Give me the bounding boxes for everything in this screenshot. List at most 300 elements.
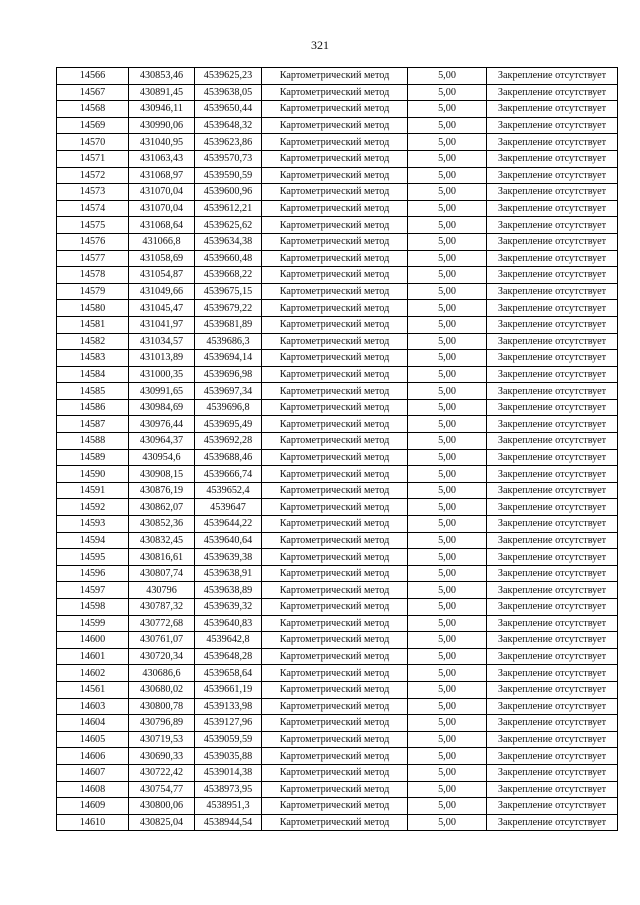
- y-coordinate-cell: 4539688,46: [195, 449, 262, 466]
- x-coordinate-cell: 431070,04: [129, 184, 195, 201]
- method-cell: Картометрический метод: [262, 516, 408, 533]
- x-coordinate-cell: 430772,68: [129, 615, 195, 632]
- method-cell: Картометрический метод: [262, 283, 408, 300]
- point-number-cell: 14604: [57, 715, 129, 732]
- point-number-cell: 14603: [57, 698, 129, 715]
- point-number-cell: 14584: [57, 366, 129, 383]
- fixation-cell: Закрепление отсутствует: [487, 101, 618, 118]
- point-number-cell: 14578: [57, 267, 129, 284]
- fixation-cell: Закрепление отсутствует: [487, 731, 618, 748]
- table-row: [57, 267, 618, 284]
- x-coordinate-cell: 431045,47: [129, 300, 195, 317]
- table-row: [57, 549, 618, 566]
- point-number-cell: 14561: [57, 681, 129, 698]
- point-number-cell: 14601: [57, 648, 129, 665]
- y-coordinate-cell: 4539660,48: [195, 250, 262, 267]
- table-row: [57, 200, 618, 217]
- error-cell: 5,00: [408, 499, 487, 516]
- table-row: [57, 350, 618, 367]
- table-row: [57, 84, 618, 101]
- point-number-cell: 14579: [57, 283, 129, 300]
- method-cell: Картометрический метод: [262, 267, 408, 284]
- point-number-cell: 14600: [57, 632, 129, 649]
- point-number-cell: 14577: [57, 250, 129, 267]
- error-cell: 5,00: [408, 333, 487, 350]
- y-coordinate-cell: 4539640,64: [195, 532, 262, 549]
- point-number-cell: 14567: [57, 84, 129, 101]
- fixation-cell: Закрепление отсутствует: [487, 267, 618, 284]
- x-coordinate-cell: 431049,66: [129, 283, 195, 300]
- error-cell: 5,00: [408, 798, 487, 815]
- method-cell: Картометрический метод: [262, 84, 408, 101]
- x-coordinate-cell: 430990,06: [129, 117, 195, 134]
- fixation-cell: Закрепление отсутствует: [487, 482, 618, 499]
- x-coordinate-cell: 430800,06: [129, 798, 195, 815]
- fixation-cell: Закрепление отсутствует: [487, 681, 618, 698]
- y-coordinate-cell: 4539570,73: [195, 150, 262, 167]
- method-cell: Картометрический метод: [262, 167, 408, 184]
- point-number-cell: 14590: [57, 466, 129, 483]
- fixation-cell: Закрепление отсутствует: [487, 300, 618, 317]
- point-number-cell: 14606: [57, 748, 129, 765]
- table-row: [57, 68, 618, 85]
- x-coordinate-cell: 430954,6: [129, 449, 195, 466]
- y-coordinate-cell: 4539638,91: [195, 565, 262, 582]
- coordinates-table-body: [57, 68, 618, 831]
- fixation-cell: Закрепление отсутствует: [487, 748, 618, 765]
- fixation-cell: Закрепление отсутствует: [487, 615, 618, 632]
- fixation-cell: Закрепление отсутствует: [487, 814, 618, 831]
- table-row: [57, 731, 618, 748]
- error-cell: 5,00: [408, 316, 487, 333]
- error-cell: 5,00: [408, 366, 487, 383]
- table-row: [57, 316, 618, 333]
- error-cell: 5,00: [408, 184, 487, 201]
- x-coordinate-cell: 430807,74: [129, 565, 195, 582]
- y-coordinate-cell: 4539696,8: [195, 399, 262, 416]
- y-coordinate-cell: 4539600,96: [195, 184, 262, 201]
- point-number-cell: 14591: [57, 482, 129, 499]
- table-row: [57, 781, 618, 798]
- fixation-cell: Закрепление отсутствует: [487, 84, 618, 101]
- error-cell: 5,00: [408, 715, 487, 732]
- method-cell: Картометрический метод: [262, 549, 408, 566]
- method-cell: Картометрический метод: [262, 333, 408, 350]
- table-row: [57, 798, 618, 815]
- point-number-cell: 14608: [57, 781, 129, 798]
- fixation-cell: Закрепление отсутствует: [487, 68, 618, 85]
- fixation-cell: Закрепление отсутствует: [487, 399, 618, 416]
- y-coordinate-cell: 4538951,3: [195, 798, 262, 815]
- fixation-cell: Закрепление отсутствует: [487, 250, 618, 267]
- y-coordinate-cell: 4539642,8: [195, 632, 262, 649]
- fixation-cell: Закрепление отсутствует: [487, 184, 618, 201]
- x-coordinate-cell: 430991,65: [129, 383, 195, 400]
- fixation-cell: Закрепление отсутствует: [487, 416, 618, 433]
- y-coordinate-cell: 4539681,89: [195, 316, 262, 333]
- method-cell: Картометрический метод: [262, 350, 408, 367]
- point-number-cell: 14596: [57, 565, 129, 582]
- x-coordinate-cell: 431054,87: [129, 267, 195, 284]
- y-coordinate-cell: 4539638,89: [195, 582, 262, 599]
- fixation-cell: Закрепление отсутствует: [487, 781, 618, 798]
- fixation-cell: Закрепление отсутствует: [487, 433, 618, 450]
- x-coordinate-cell: 430754,77: [129, 781, 195, 798]
- method-cell: Картометрический метод: [262, 466, 408, 483]
- error-cell: 5,00: [408, 698, 487, 715]
- error-cell: 5,00: [408, 814, 487, 831]
- y-coordinate-cell: 4539634,38: [195, 233, 262, 250]
- x-coordinate-cell: 430796,89: [129, 715, 195, 732]
- point-number-cell: 14576: [57, 233, 129, 250]
- error-cell: 5,00: [408, 582, 487, 599]
- table-row: [57, 449, 618, 466]
- x-coordinate-cell: 430800,78: [129, 698, 195, 715]
- method-cell: Картометрический метод: [262, 499, 408, 516]
- table-row: [57, 599, 618, 616]
- point-number-cell: 14610: [57, 814, 129, 831]
- y-coordinate-cell: 4539612,21: [195, 200, 262, 217]
- fixation-cell: Закрепление отсутствует: [487, 665, 618, 682]
- method-cell: Картометрический метод: [262, 764, 408, 781]
- error-cell: 5,00: [408, 731, 487, 748]
- y-coordinate-cell: 4539696,98: [195, 366, 262, 383]
- error-cell: 5,00: [408, 748, 487, 765]
- method-cell: Картометрический метод: [262, 233, 408, 250]
- point-number-cell: 14609: [57, 798, 129, 815]
- table-row: [57, 333, 618, 350]
- error-cell: 5,00: [408, 599, 487, 616]
- x-coordinate-cell: 430825,04: [129, 814, 195, 831]
- method-cell: Картометрический метод: [262, 681, 408, 698]
- x-coordinate-cell: 430976,44: [129, 416, 195, 433]
- error-cell: 5,00: [408, 764, 487, 781]
- error-cell: 5,00: [408, 416, 487, 433]
- method-cell: Картометрический метод: [262, 383, 408, 400]
- fixation-cell: Закрепление отсутствует: [487, 150, 618, 167]
- y-coordinate-cell: 4539059,59: [195, 731, 262, 748]
- y-coordinate-cell: 4539692,28: [195, 433, 262, 450]
- error-cell: 5,00: [408, 665, 487, 682]
- point-number-cell: 14574: [57, 200, 129, 217]
- x-coordinate-cell: 431034,57: [129, 333, 195, 350]
- x-coordinate-cell: 431063,43: [129, 150, 195, 167]
- point-number-cell: 14585: [57, 383, 129, 400]
- method-cell: Картометрический метод: [262, 117, 408, 134]
- fixation-cell: Закрепление отсутствует: [487, 233, 618, 250]
- fixation-cell: Закрепление отсутствует: [487, 516, 618, 533]
- y-coordinate-cell: 4539035,88: [195, 748, 262, 765]
- table-row: [57, 648, 618, 665]
- table-row: [57, 632, 618, 649]
- fixation-cell: Закрепление отсутствует: [487, 217, 618, 234]
- method-cell: Картометрический метод: [262, 449, 408, 466]
- point-number-cell: 14598: [57, 599, 129, 616]
- method-cell: Картометрический метод: [262, 68, 408, 85]
- point-number-cell: 14573: [57, 184, 129, 201]
- error-cell: 5,00: [408, 200, 487, 217]
- error-cell: 5,00: [408, 167, 487, 184]
- error-cell: 5,00: [408, 549, 487, 566]
- error-cell: 5,00: [408, 150, 487, 167]
- method-cell: Картометрический метод: [262, 814, 408, 831]
- method-cell: Картометрический метод: [262, 433, 408, 450]
- method-cell: Картометрический метод: [262, 748, 408, 765]
- method-cell: Картометрический метод: [262, 184, 408, 201]
- y-coordinate-cell: 4539694,14: [195, 350, 262, 367]
- table-row: [57, 482, 618, 499]
- method-cell: Картометрический метод: [262, 582, 408, 599]
- error-cell: 5,00: [408, 648, 487, 665]
- fixation-cell: Закрепление отсутствует: [487, 582, 618, 599]
- y-coordinate-cell: 4539638,05: [195, 84, 262, 101]
- x-coordinate-cell: 430761,07: [129, 632, 195, 649]
- table-row: [57, 715, 618, 732]
- x-coordinate-cell: 430876,19: [129, 482, 195, 499]
- y-coordinate-cell: 4539668,22: [195, 267, 262, 284]
- error-cell: 5,00: [408, 217, 487, 234]
- fixation-cell: Закрепление отсутствует: [487, 383, 618, 400]
- x-coordinate-cell: 431068,97: [129, 167, 195, 184]
- method-cell: Картометрический метод: [262, 781, 408, 798]
- method-cell: Картометрический метод: [262, 300, 408, 317]
- table-row: [57, 167, 618, 184]
- y-coordinate-cell: 4539133,98: [195, 698, 262, 715]
- point-number-cell: 14582: [57, 333, 129, 350]
- y-coordinate-cell: 4539675,15: [195, 283, 262, 300]
- table-row: [57, 433, 618, 450]
- method-cell: Картометрический метод: [262, 615, 408, 632]
- error-cell: 5,00: [408, 233, 487, 250]
- fixation-cell: Закрепление отсутствует: [487, 715, 618, 732]
- point-number-cell: 14595: [57, 549, 129, 566]
- y-coordinate-cell: 4539623,86: [195, 134, 262, 151]
- fixation-cell: Закрепление отсутствует: [487, 366, 618, 383]
- y-coordinate-cell: 4539644,22: [195, 516, 262, 533]
- x-coordinate-cell: 430796: [129, 582, 195, 599]
- point-number-cell: 14589: [57, 449, 129, 466]
- table-row: [57, 184, 618, 201]
- method-cell: Картометрический метод: [262, 665, 408, 682]
- point-number-cell: 14568: [57, 101, 129, 118]
- table-row: [57, 233, 618, 250]
- table-row: [57, 117, 618, 134]
- error-cell: 5,00: [408, 117, 487, 134]
- x-coordinate-cell: 430686,6: [129, 665, 195, 682]
- method-cell: Картометрический метод: [262, 698, 408, 715]
- method-cell: Картометрический метод: [262, 599, 408, 616]
- x-coordinate-cell: 430891,45: [129, 84, 195, 101]
- table-row: [57, 300, 618, 317]
- table-row: [57, 565, 618, 582]
- point-number-cell: 14570: [57, 134, 129, 151]
- y-coordinate-cell: 4539640,83: [195, 615, 262, 632]
- error-cell: 5,00: [408, 565, 487, 582]
- table-row: [57, 150, 618, 167]
- fixation-cell: Закрепление отсутствует: [487, 698, 618, 715]
- x-coordinate-cell: 430720,34: [129, 648, 195, 665]
- x-coordinate-cell: 430946,11: [129, 101, 195, 118]
- table-row: [57, 764, 618, 781]
- fixation-cell: Закрепление отсутствует: [487, 449, 618, 466]
- method-cell: Картометрический метод: [262, 482, 408, 499]
- x-coordinate-cell: 430832,45: [129, 532, 195, 549]
- point-number-cell: 14571: [57, 150, 129, 167]
- x-coordinate-cell: 431058,69: [129, 250, 195, 267]
- point-number-cell: 14602: [57, 665, 129, 682]
- fixation-cell: Закрепление отсутствует: [487, 167, 618, 184]
- y-coordinate-cell: 4539695,49: [195, 416, 262, 433]
- x-coordinate-cell: 430722,42: [129, 764, 195, 781]
- fixation-cell: Закрепление отсутствует: [487, 632, 618, 649]
- error-cell: 5,00: [408, 516, 487, 533]
- error-cell: 5,00: [408, 84, 487, 101]
- y-coordinate-cell: 4539658,64: [195, 665, 262, 682]
- table-row: [57, 134, 618, 151]
- y-coordinate-cell: 4539639,32: [195, 599, 262, 616]
- point-number-cell: 14583: [57, 350, 129, 367]
- fixation-cell: Закрепление отсутствует: [487, 466, 618, 483]
- error-cell: 5,00: [408, 681, 487, 698]
- method-cell: Картометрический метод: [262, 217, 408, 234]
- table-row: [57, 532, 618, 549]
- point-number-cell: 14569: [57, 117, 129, 134]
- point-number-cell: 14588: [57, 433, 129, 450]
- x-coordinate-cell: 430690,33: [129, 748, 195, 765]
- y-coordinate-cell: 4539648,32: [195, 117, 262, 134]
- fixation-cell: Закрепление отсутствует: [487, 350, 618, 367]
- method-cell: Картометрический метод: [262, 250, 408, 267]
- error-cell: 5,00: [408, 399, 487, 416]
- fixation-cell: Закрепление отсутствует: [487, 333, 618, 350]
- error-cell: 5,00: [408, 632, 487, 649]
- x-coordinate-cell: 431040,95: [129, 134, 195, 151]
- y-coordinate-cell: 4539661,19: [195, 681, 262, 698]
- error-cell: 5,00: [408, 383, 487, 400]
- x-coordinate-cell: 431000,35: [129, 366, 195, 383]
- point-number-cell: 14592: [57, 499, 129, 516]
- y-coordinate-cell: 4539652,4: [195, 482, 262, 499]
- method-cell: Картометрический метод: [262, 715, 408, 732]
- table-row: [57, 383, 618, 400]
- x-coordinate-cell: 431070,04: [129, 200, 195, 217]
- point-number-cell: 14607: [57, 764, 129, 781]
- y-coordinate-cell: 4538973,95: [195, 781, 262, 798]
- method-cell: Картометрический метод: [262, 200, 408, 217]
- y-coordinate-cell: 4539686,3: [195, 333, 262, 350]
- coordinates-table: [56, 67, 618, 831]
- method-cell: Картометрический метод: [262, 798, 408, 815]
- fixation-cell: Закрепление отсутствует: [487, 134, 618, 151]
- y-coordinate-cell: 4539639,38: [195, 549, 262, 566]
- table-row: [57, 698, 618, 715]
- point-number-cell: 14586: [57, 399, 129, 416]
- point-number-cell: 14572: [57, 167, 129, 184]
- error-cell: 5,00: [408, 449, 487, 466]
- error-cell: 5,00: [408, 433, 487, 450]
- fixation-cell: Закрепление отсутствует: [487, 798, 618, 815]
- fixation-cell: Закрепление отсутствует: [487, 648, 618, 665]
- x-coordinate-cell: 431013,89: [129, 350, 195, 367]
- method-cell: Картометрический метод: [262, 134, 408, 151]
- y-coordinate-cell: 4539647: [195, 499, 262, 516]
- table-row: [57, 516, 618, 533]
- fixation-cell: Закрепление отсутствует: [487, 200, 618, 217]
- point-number-cell: 14587: [57, 416, 129, 433]
- table-row: [57, 250, 618, 267]
- x-coordinate-cell: 430964,37: [129, 433, 195, 450]
- error-cell: 5,00: [408, 267, 487, 284]
- x-coordinate-cell: 430852,36: [129, 516, 195, 533]
- x-coordinate-cell: 430853,46: [129, 68, 195, 85]
- x-coordinate-cell: 430984,69: [129, 399, 195, 416]
- error-cell: 5,00: [408, 350, 487, 367]
- error-cell: 5,00: [408, 101, 487, 118]
- table-row: [57, 399, 618, 416]
- table-row: [57, 615, 618, 632]
- table-row: [57, 681, 618, 698]
- error-cell: 5,00: [408, 300, 487, 317]
- point-number-cell: 14593: [57, 516, 129, 533]
- method-cell: Картометрический метод: [262, 632, 408, 649]
- error-cell: 5,00: [408, 134, 487, 151]
- method-cell: Картометрический метод: [262, 565, 408, 582]
- point-number-cell: 14581: [57, 316, 129, 333]
- x-coordinate-cell: 431066,8: [129, 233, 195, 250]
- error-cell: 5,00: [408, 250, 487, 267]
- point-number-cell: 14594: [57, 532, 129, 549]
- point-number-cell: 14566: [57, 68, 129, 85]
- y-coordinate-cell: 4539625,62: [195, 217, 262, 234]
- y-coordinate-cell: 4539650,44: [195, 101, 262, 118]
- error-cell: 5,00: [408, 283, 487, 300]
- method-cell: Картометрический метод: [262, 399, 408, 416]
- y-coordinate-cell: 4539625,23: [195, 68, 262, 85]
- x-coordinate-cell: 430862,07: [129, 499, 195, 516]
- method-cell: Картометрический метод: [262, 150, 408, 167]
- fixation-cell: Закрепление отсутствует: [487, 764, 618, 781]
- fixation-cell: Закрепление отсутствует: [487, 565, 618, 582]
- y-coordinate-cell: 4539679,22: [195, 300, 262, 317]
- table-row: [57, 582, 618, 599]
- method-cell: Картометрический метод: [262, 648, 408, 665]
- x-coordinate-cell: 430908,15: [129, 466, 195, 483]
- table-row: [57, 101, 618, 118]
- y-coordinate-cell: 4538944,54: [195, 814, 262, 831]
- x-coordinate-cell: 431068,64: [129, 217, 195, 234]
- method-cell: Картометрический метод: [262, 731, 408, 748]
- point-number-cell: 14597: [57, 582, 129, 599]
- y-coordinate-cell: 4539127,96: [195, 715, 262, 732]
- y-coordinate-cell: 4539648,28: [195, 648, 262, 665]
- y-coordinate-cell: 4539666,74: [195, 466, 262, 483]
- y-coordinate-cell: 4539590,59: [195, 167, 262, 184]
- point-number-cell: 14580: [57, 300, 129, 317]
- table-row: [57, 416, 618, 433]
- x-coordinate-cell: 430719,53: [129, 731, 195, 748]
- table-row: [57, 217, 618, 234]
- error-cell: 5,00: [408, 615, 487, 632]
- y-coordinate-cell: 4539014,38: [195, 764, 262, 781]
- method-cell: Картометрический метод: [262, 416, 408, 433]
- fixation-cell: Закрепление отсутствует: [487, 316, 618, 333]
- error-cell: 5,00: [408, 466, 487, 483]
- table-row: [57, 283, 618, 300]
- y-coordinate-cell: 4539697,34: [195, 383, 262, 400]
- error-cell: 5,00: [408, 532, 487, 549]
- table-row: [57, 814, 618, 831]
- table-row: [57, 466, 618, 483]
